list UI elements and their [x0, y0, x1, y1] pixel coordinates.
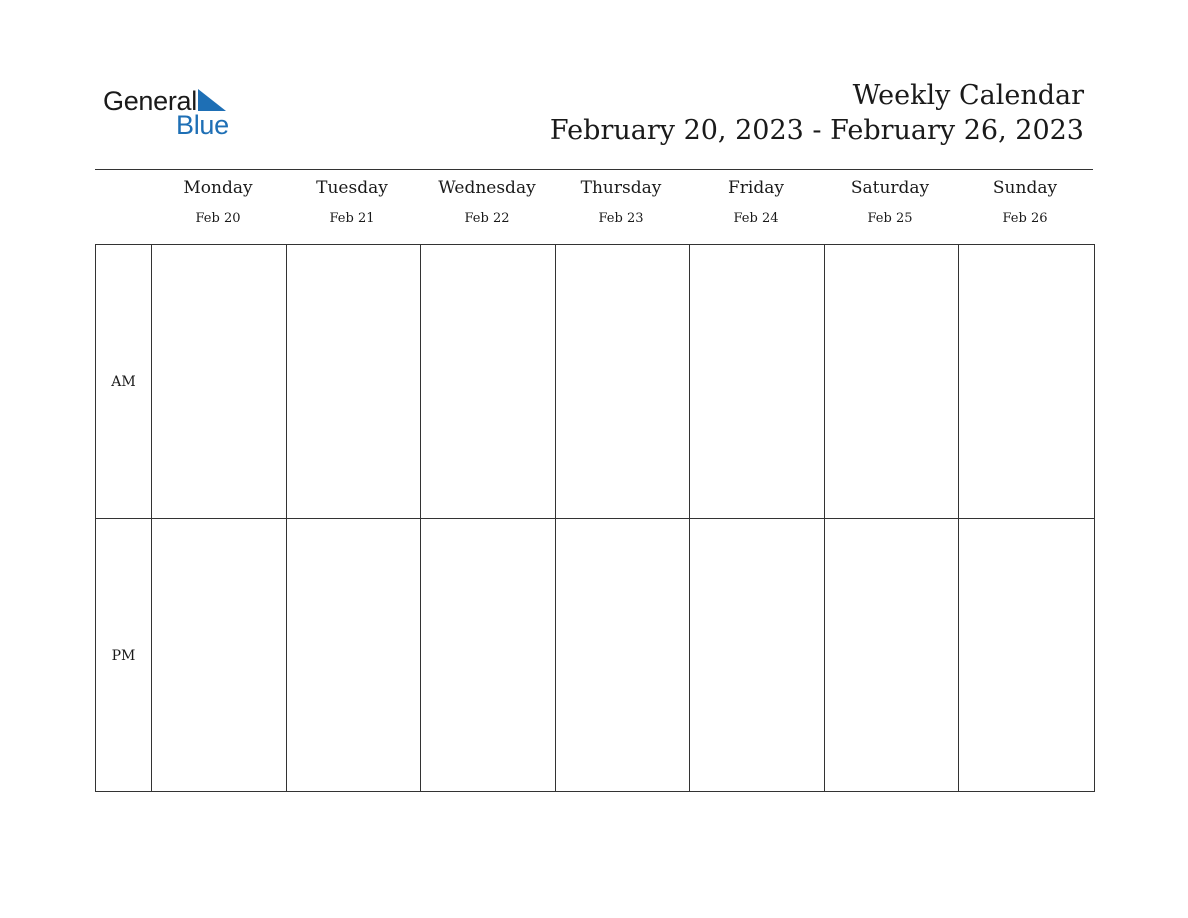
day-name: Thursday — [580, 178, 662, 198]
logo-text-general: General — [103, 86, 197, 116]
date-range: February 20, 2023 - February 26, 2023 — [549, 115, 1084, 146]
period-label-am: AM — [96, 245, 152, 518]
day-name: Tuesday — [316, 178, 388, 198]
calendar-cell-friday-am[interactable] — [690, 245, 825, 518]
calendar-cell-wednesday-pm[interactable] — [421, 519, 556, 792]
calendar-cell-sunday-pm[interactable] — [959, 519, 1094, 792]
day-header-saturday — [823, 170, 957, 227]
day-date: Feb 25 — [867, 211, 913, 226]
calendar-cell-thursday-pm[interactable] — [556, 519, 690, 792]
day-date: Feb 21 — [329, 211, 375, 226]
day-date: Feb 26 — [1002, 211, 1048, 226]
day-headers — [151, 170, 1093, 244]
calendar-cell-thursday-am[interactable] — [556, 245, 690, 518]
calendar-cell-friday-pm[interactable] — [690, 519, 825, 792]
day-header-sunday — [958, 170, 1092, 227]
day-name: Wednesday — [438, 178, 536, 198]
calendar-cell-saturday-am[interactable] — [825, 245, 959, 518]
day-header-friday — [689, 170, 823, 227]
calendar-row-pm — [96, 518, 1094, 792]
calendar-title-block — [550, 78, 1084, 148]
logo-text-blue: Blue — [176, 110, 229, 140]
day-header-thursday — [554, 170, 688, 227]
calendar-row-am — [96, 245, 1094, 518]
day-header-tuesday — [285, 170, 419, 227]
calendar-grid — [95, 244, 1095, 792]
logo — [103, 86, 243, 138]
day-date: Feb 23 — [598, 211, 644, 226]
calendar-cell-sunday-am[interactable] — [959, 245, 1094, 518]
day-date: Feb 20 — [195, 211, 241, 226]
day-header-wednesday — [420, 170, 554, 227]
page-title: Weekly Calendar — [852, 80, 1084, 111]
period-label-pm: PM — [96, 519, 152, 792]
day-header-monday — [151, 170, 285, 227]
day-name: Monday — [183, 178, 253, 198]
day-date: Feb 24 — [733, 211, 779, 226]
calendar-cell-monday-pm[interactable] — [152, 519, 287, 792]
day-name: Sunday — [992, 178, 1058, 198]
calendar-cell-tuesday-pm[interactable] — [287, 519, 421, 792]
day-name: Saturday — [850, 178, 930, 198]
day-date: Feb 22 — [464, 211, 510, 226]
calendar-cell-tuesday-am[interactable] — [287, 245, 421, 518]
calendar-cell-monday-am[interactable] — [152, 245, 287, 518]
calendar-cell-wednesday-am[interactable] — [421, 245, 556, 518]
day-name: Friday — [728, 178, 784, 198]
calendar-cell-saturday-pm[interactable] — [825, 519, 959, 792]
